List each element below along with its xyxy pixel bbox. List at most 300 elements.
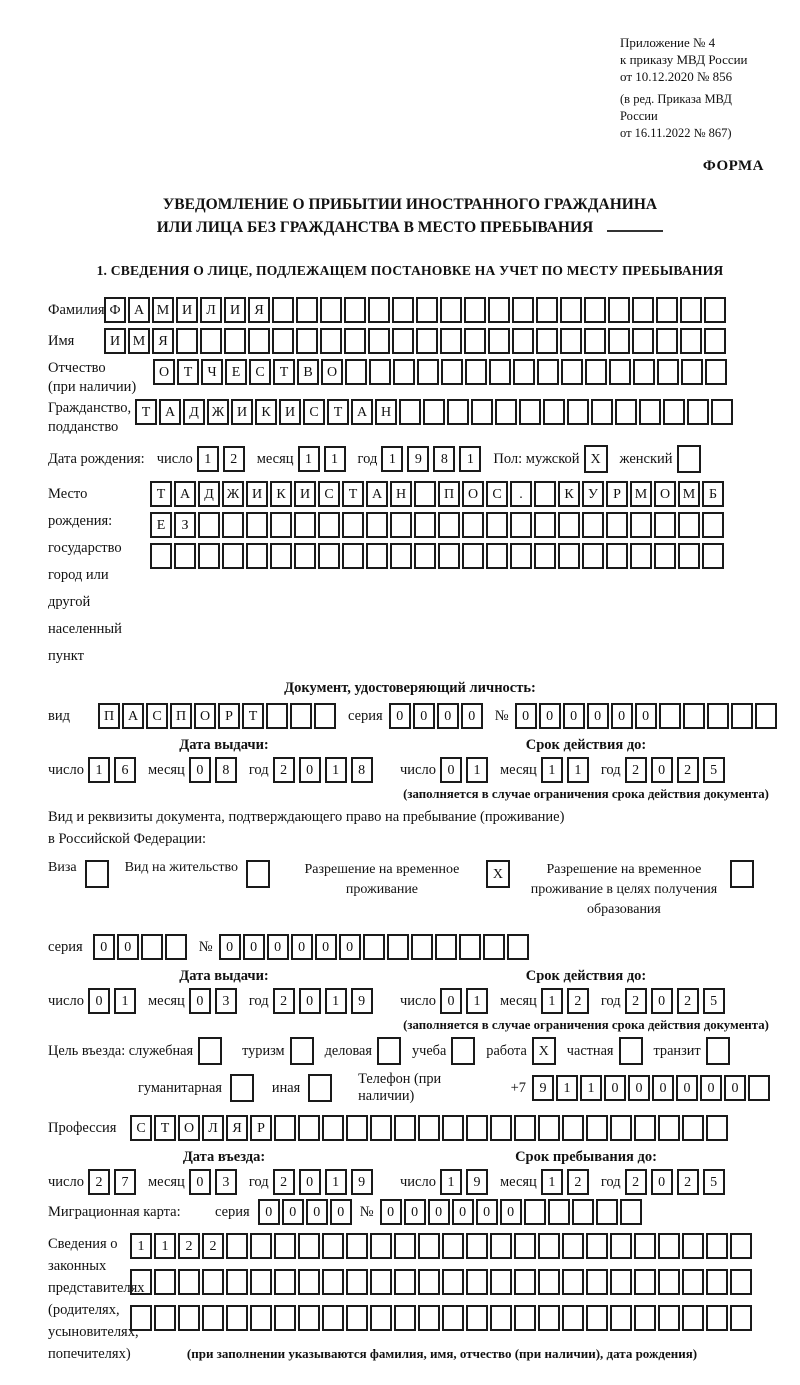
char-cell[interactable]: 0 [389, 703, 411, 729]
char-cell[interactable] [296, 328, 318, 354]
char-cell[interactable] [394, 1115, 416, 1141]
char-cell[interactable] [435, 934, 457, 960]
char-cell[interactable]: 0 [628, 1075, 650, 1101]
char-cell[interactable]: Ч [201, 359, 223, 385]
char-cell[interactable] [591, 399, 613, 425]
char-cell[interactable] [560, 328, 582, 354]
char-cell[interactable]: 0 [243, 934, 265, 960]
char-cell[interactable] [682, 1115, 704, 1141]
char-cell[interactable] [562, 1115, 584, 1141]
char-cell[interactable]: 1 [114, 988, 136, 1014]
char-cell[interactable]: 0 [652, 1075, 674, 1101]
char-cell[interactable] [366, 543, 388, 569]
char-cell[interactable] [198, 543, 220, 569]
char-cell[interactable] [178, 1305, 200, 1331]
char-cell[interactable] [657, 359, 679, 385]
char-cell[interactable] [536, 328, 558, 354]
char-cell[interactable]: 0 [219, 934, 241, 960]
char-cell[interactable] [248, 328, 270, 354]
char-cell[interactable] [706, 1269, 728, 1295]
char-cell[interactable]: Я [226, 1115, 248, 1141]
char-cell[interactable]: Р [606, 481, 628, 507]
char-cell[interactable]: 1 [556, 1075, 578, 1101]
char-cell[interactable]: А [159, 399, 181, 425]
char-cell[interactable] [416, 328, 438, 354]
char-cell[interactable]: 0 [189, 1169, 211, 1195]
char-cell[interactable]: 0 [635, 703, 657, 729]
char-cell[interactable]: А [128, 297, 150, 323]
char-cell[interactable]: 0 [676, 1075, 698, 1101]
char-cell[interactable]: С [130, 1115, 152, 1141]
char-cell[interactable]: 0 [299, 757, 321, 783]
char-cell[interactable] [706, 1233, 728, 1259]
char-cell[interactable]: 0 [651, 988, 673, 1014]
char-cell[interactable]: Е [225, 359, 247, 385]
char-cell[interactable] [656, 328, 678, 354]
char-cell[interactable]: 0 [500, 1199, 522, 1225]
char-cell[interactable]: 0 [189, 757, 211, 783]
char-cell[interactable]: С [249, 359, 271, 385]
char-cell[interactable] [294, 512, 316, 538]
char-cell[interactable]: 0 [330, 1199, 352, 1225]
char-cell[interactable] [226, 1305, 248, 1331]
char-cell[interactable]: 1 [154, 1233, 176, 1259]
char-cell[interactable]: О [321, 359, 343, 385]
char-cell[interactable]: У [582, 481, 604, 507]
char-cell[interactable] [632, 328, 654, 354]
char-cell[interactable]: 0 [604, 1075, 626, 1101]
char-cell[interactable]: 0 [563, 703, 585, 729]
char-cell[interactable]: 0 [339, 934, 361, 960]
char-cell[interactable] [658, 1233, 680, 1259]
char-cell[interactable] [322, 1305, 344, 1331]
char-cell[interactable] [442, 1305, 464, 1331]
char-cell[interactable]: 0 [291, 934, 313, 960]
char-cell[interactable]: 1 [466, 988, 488, 1014]
char-cell[interactable] [346, 1269, 368, 1295]
char-cell[interactable]: Т [177, 359, 199, 385]
char-cell[interactable] [394, 1233, 416, 1259]
char-cell[interactable]: Н [390, 481, 412, 507]
char-cell[interactable] [659, 703, 681, 729]
char-cell[interactable]: М [630, 481, 652, 507]
char-cell[interactable] [369, 359, 391, 385]
char-cell[interactable] [610, 1305, 632, 1331]
char-cell[interactable] [678, 543, 700, 569]
char-cell[interactable]: 0 [700, 1075, 722, 1101]
char-cell[interactable] [654, 512, 676, 538]
char-cell[interactable]: Д [183, 399, 205, 425]
char-cell[interactable] [562, 1269, 584, 1295]
checkbox[interactable] [706, 1037, 730, 1065]
char-cell[interactable]: 2 [273, 988, 295, 1014]
char-cell[interactable]: 0 [440, 757, 462, 783]
char-cell[interactable]: О [153, 359, 175, 385]
char-cell[interactable] [489, 359, 511, 385]
char-cell[interactable] [442, 1115, 464, 1141]
char-cell[interactable] [202, 1269, 224, 1295]
char-cell[interactable] [466, 1233, 488, 1259]
char-cell[interactable] [584, 328, 606, 354]
char-cell[interactable] [322, 1115, 344, 1141]
char-cell[interactable]: Ж [222, 481, 244, 507]
checkbox[interactable] [290, 1037, 314, 1065]
char-cell[interactable] [596, 1199, 618, 1225]
char-cell[interactable] [514, 1233, 536, 1259]
char-cell[interactable] [755, 703, 777, 729]
char-cell[interactable] [440, 297, 462, 323]
char-cell[interactable] [298, 1233, 320, 1259]
char-cell[interactable] [466, 1305, 488, 1331]
checkbox[interactable] [308, 1074, 332, 1102]
char-cell[interactable] [274, 1115, 296, 1141]
char-cell[interactable] [290, 703, 312, 729]
char-cell[interactable] [534, 543, 556, 569]
char-cell[interactable] [495, 399, 517, 425]
char-cell[interactable]: 2 [677, 1169, 699, 1195]
checkbox[interactable] [619, 1037, 643, 1065]
char-cell[interactable] [606, 543, 628, 569]
char-cell[interactable]: 8 [351, 757, 373, 783]
char-cell[interactable]: 0 [611, 703, 633, 729]
char-cell[interactable] [320, 328, 342, 354]
char-cell[interactable] [707, 703, 729, 729]
char-cell[interactable] [174, 543, 196, 569]
char-cell[interactable] [346, 1305, 368, 1331]
char-cell[interactable] [322, 1269, 344, 1295]
char-cell[interactable] [748, 1075, 770, 1101]
char-cell[interactable]: Р [218, 703, 240, 729]
char-cell[interactable]: О [194, 703, 216, 729]
char-cell[interactable]: 9 [351, 988, 373, 1014]
char-cell[interactable] [687, 399, 709, 425]
char-cell[interactable]: Н [375, 399, 397, 425]
char-cell[interactable] [390, 543, 412, 569]
char-cell[interactable]: 2 [567, 988, 589, 1014]
char-cell[interactable] [730, 1233, 752, 1259]
char-cell[interactable] [274, 1269, 296, 1295]
char-cell[interactable] [610, 1269, 632, 1295]
char-cell[interactable] [634, 1233, 656, 1259]
char-cell[interactable] [633, 359, 655, 385]
char-cell[interactable] [490, 1305, 512, 1331]
char-cell[interactable] [584, 297, 606, 323]
checkbox[interactable]: X [486, 860, 510, 888]
char-cell[interactable]: Т [150, 481, 172, 507]
char-cell[interactable]: П [170, 703, 192, 729]
char-cell[interactable] [130, 1269, 152, 1295]
char-cell[interactable] [630, 543, 652, 569]
char-cell[interactable]: Т [273, 359, 295, 385]
char-cell[interactable] [423, 399, 445, 425]
char-cell[interactable]: 1 [580, 1075, 602, 1101]
char-cell[interactable] [654, 543, 676, 569]
char-cell[interactable]: 5 [703, 1169, 725, 1195]
char-cell[interactable] [586, 1305, 608, 1331]
char-cell[interactable]: 0 [306, 1199, 328, 1225]
char-cell[interactable] [298, 1269, 320, 1295]
char-cell[interactable] [682, 1269, 704, 1295]
char-cell[interactable] [586, 1115, 608, 1141]
char-cell[interactable] [512, 297, 534, 323]
char-cell[interactable]: 0 [413, 703, 435, 729]
char-cell[interactable]: 0 [437, 703, 459, 729]
char-cell[interactable] [486, 512, 508, 538]
char-cell[interactable] [702, 543, 724, 569]
char-cell[interactable] [130, 1305, 152, 1331]
char-cell[interactable]: 2 [88, 1169, 110, 1195]
char-cell[interactable]: В [297, 359, 319, 385]
char-cell[interactable] [270, 543, 292, 569]
char-cell[interactable] [711, 399, 733, 425]
char-cell[interactable] [606, 512, 628, 538]
char-cell[interactable] [512, 328, 534, 354]
char-cell[interactable]: И [246, 481, 268, 507]
char-cell[interactable] [414, 481, 436, 507]
char-cell[interactable]: 0 [651, 757, 673, 783]
char-cell[interactable] [294, 543, 316, 569]
char-cell[interactable]: 3 [215, 1169, 237, 1195]
char-cell[interactable] [582, 543, 604, 569]
char-cell[interactable] [538, 1233, 560, 1259]
char-cell[interactable]: С [303, 399, 325, 425]
char-cell[interactable] [462, 512, 484, 538]
char-cell[interactable] [462, 543, 484, 569]
char-cell[interactable] [634, 1115, 656, 1141]
char-cell[interactable] [447, 399, 469, 425]
char-cell[interactable]: 2 [625, 988, 647, 1014]
char-cell[interactable]: 2 [677, 757, 699, 783]
char-cell[interactable]: Ж [207, 399, 229, 425]
char-cell[interactable]: М [152, 297, 174, 323]
checkbox[interactable] [730, 860, 754, 888]
char-cell[interactable] [250, 1233, 272, 1259]
char-cell[interactable] [150, 543, 172, 569]
char-cell[interactable] [639, 399, 661, 425]
char-cell[interactable] [368, 297, 390, 323]
char-cell[interactable]: О [462, 481, 484, 507]
char-cell[interactable]: . [510, 481, 532, 507]
char-cell[interactable]: Ф [104, 297, 126, 323]
char-cell[interactable] [562, 1233, 584, 1259]
char-cell[interactable]: Е [150, 512, 172, 538]
char-cell[interactable]: 0 [452, 1199, 474, 1225]
char-cell[interactable] [514, 1305, 536, 1331]
char-cell[interactable] [560, 297, 582, 323]
char-cell[interactable]: 0 [315, 934, 337, 960]
char-cell[interactable]: 0 [267, 934, 289, 960]
char-cell[interactable]: А [174, 481, 196, 507]
char-cell[interactable]: 7 [114, 1169, 136, 1195]
char-cell[interactable] [393, 359, 415, 385]
char-cell[interactable]: К [255, 399, 277, 425]
char-cell[interactable] [414, 543, 436, 569]
char-cell[interactable] [466, 1115, 488, 1141]
char-cell[interactable] [465, 359, 487, 385]
char-cell[interactable] [250, 1305, 272, 1331]
char-cell[interactable] [680, 328, 702, 354]
char-cell[interactable] [298, 1305, 320, 1331]
char-cell[interactable]: 1 [298, 446, 320, 472]
char-cell[interactable] [471, 399, 493, 425]
char-cell[interactable] [418, 1269, 440, 1295]
checkbox[interactable] [377, 1037, 401, 1065]
char-cell[interactable] [682, 1305, 704, 1331]
char-cell[interactable] [274, 1233, 296, 1259]
char-cell[interactable] [562, 1305, 584, 1331]
char-cell[interactable]: О [178, 1115, 200, 1141]
char-cell[interactable]: 0 [515, 703, 537, 729]
char-cell[interactable]: 2 [677, 988, 699, 1014]
char-cell[interactable] [250, 1269, 272, 1295]
char-cell[interactable]: А [122, 703, 144, 729]
char-cell[interactable]: О [654, 481, 676, 507]
char-cell[interactable]: Р [250, 1115, 272, 1141]
char-cell[interactable] [399, 399, 421, 425]
char-cell[interactable] [608, 297, 630, 323]
char-cell[interactable]: 0 [651, 1169, 673, 1195]
char-cell[interactable]: 0 [88, 988, 110, 1014]
char-cell[interactable] [490, 1233, 512, 1259]
checkbox[interactable] [85, 860, 109, 888]
char-cell[interactable]: 0 [380, 1199, 402, 1225]
char-cell[interactable] [224, 328, 246, 354]
char-cell[interactable] [318, 543, 340, 569]
char-cell[interactable] [226, 1269, 248, 1295]
char-cell[interactable]: 0 [299, 988, 321, 1014]
char-cell[interactable]: 1 [88, 757, 110, 783]
char-cell[interactable] [567, 399, 589, 425]
char-cell[interactable]: И [231, 399, 253, 425]
char-cell[interactable] [572, 1199, 594, 1225]
char-cell[interactable]: 1 [381, 446, 403, 472]
char-cell[interactable] [704, 297, 726, 323]
char-cell[interactable] [346, 1233, 368, 1259]
char-cell[interactable]: 0 [282, 1199, 304, 1225]
char-cell[interactable]: 9 [407, 446, 429, 472]
char-cell[interactable] [370, 1115, 392, 1141]
char-cell[interactable] [488, 328, 510, 354]
char-cell[interactable]: 1 [325, 757, 347, 783]
char-cell[interactable] [154, 1269, 176, 1295]
char-cell[interactable] [678, 512, 700, 538]
char-cell[interactable]: 1 [459, 446, 481, 472]
char-cell[interactable] [296, 297, 318, 323]
char-cell[interactable] [344, 297, 366, 323]
checkbox[interactable] [230, 1074, 254, 1102]
char-cell[interactable] [534, 512, 556, 538]
char-cell[interactable] [585, 359, 607, 385]
char-cell[interactable] [366, 512, 388, 538]
char-cell[interactable]: Л [202, 1115, 224, 1141]
char-cell[interactable]: 2 [625, 757, 647, 783]
char-cell[interactable] [394, 1305, 416, 1331]
char-cell[interactable] [390, 512, 412, 538]
char-cell[interactable]: 8 [215, 757, 237, 783]
char-cell[interactable]: А [351, 399, 373, 425]
char-cell[interactable] [416, 297, 438, 323]
char-cell[interactable] [558, 543, 580, 569]
char-cell[interactable]: И [279, 399, 301, 425]
char-cell[interactable] [486, 543, 508, 569]
char-cell[interactable]: С [486, 481, 508, 507]
char-cell[interactable]: 1 [325, 1169, 347, 1195]
char-cell[interactable] [630, 512, 652, 538]
char-cell[interactable] [543, 399, 565, 425]
char-cell[interactable]: 0 [299, 1169, 321, 1195]
char-cell[interactable] [538, 1115, 560, 1141]
char-cell[interactable] [298, 1115, 320, 1141]
char-cell[interactable]: 2 [273, 1169, 295, 1195]
char-cell[interactable] [609, 359, 631, 385]
char-cell[interactable] [656, 297, 678, 323]
char-cell[interactable] [464, 328, 486, 354]
char-cell[interactable]: 1 [466, 757, 488, 783]
checkbox[interactable] [246, 860, 270, 888]
char-cell[interactable]: И [104, 328, 126, 354]
char-cell[interactable] [226, 1233, 248, 1259]
char-cell[interactable]: И [176, 297, 198, 323]
char-cell[interactable] [370, 1233, 392, 1259]
char-cell[interactable] [246, 512, 268, 538]
char-cell[interactable]: 1 [541, 757, 563, 783]
char-cell[interactable] [507, 934, 529, 960]
char-cell[interactable] [342, 512, 364, 538]
char-cell[interactable] [524, 1199, 546, 1225]
char-cell[interactable] [165, 934, 187, 960]
char-cell[interactable] [346, 1115, 368, 1141]
char-cell[interactable]: З [174, 512, 196, 538]
char-cell[interactable]: 0 [258, 1199, 280, 1225]
char-cell[interactable]: 1 [541, 1169, 563, 1195]
char-cell[interactable]: М [678, 481, 700, 507]
char-cell[interactable]: 0 [724, 1075, 746, 1101]
char-cell[interactable] [342, 543, 364, 569]
char-cell[interactable] [620, 1199, 642, 1225]
char-cell[interactable] [538, 1269, 560, 1295]
char-cell[interactable]: М [128, 328, 150, 354]
char-cell[interactable] [411, 934, 433, 960]
char-cell[interactable]: Я [152, 328, 174, 354]
char-cell[interactable] [682, 1233, 704, 1259]
char-cell[interactable] [176, 328, 198, 354]
char-cell[interactable] [318, 512, 340, 538]
char-cell[interactable]: 1 [440, 1169, 462, 1195]
char-cell[interactable] [345, 359, 367, 385]
char-cell[interactable] [537, 359, 559, 385]
char-cell[interactable] [610, 1115, 632, 1141]
char-cell[interactable]: И [294, 481, 316, 507]
char-cell[interactable]: 0 [404, 1199, 426, 1225]
char-cell[interactable] [438, 512, 460, 538]
char-cell[interactable] [706, 1305, 728, 1331]
char-cell[interactable]: Т [135, 399, 157, 425]
char-cell[interactable]: 2 [223, 446, 245, 472]
char-cell[interactable]: И [224, 297, 246, 323]
char-cell[interactable]: К [558, 481, 580, 507]
char-cell[interactable] [154, 1305, 176, 1331]
char-cell[interactable] [370, 1305, 392, 1331]
char-cell[interactable] [246, 543, 268, 569]
char-cell[interactable] [548, 1199, 570, 1225]
char-cell[interactable] [417, 359, 439, 385]
char-cell[interactable] [514, 1269, 536, 1295]
char-cell[interactable]: Д [198, 481, 220, 507]
char-cell[interactable] [536, 297, 558, 323]
char-cell[interactable]: 5 [703, 757, 725, 783]
char-cell[interactable] [442, 1233, 464, 1259]
char-cell[interactable]: 0 [539, 703, 561, 729]
